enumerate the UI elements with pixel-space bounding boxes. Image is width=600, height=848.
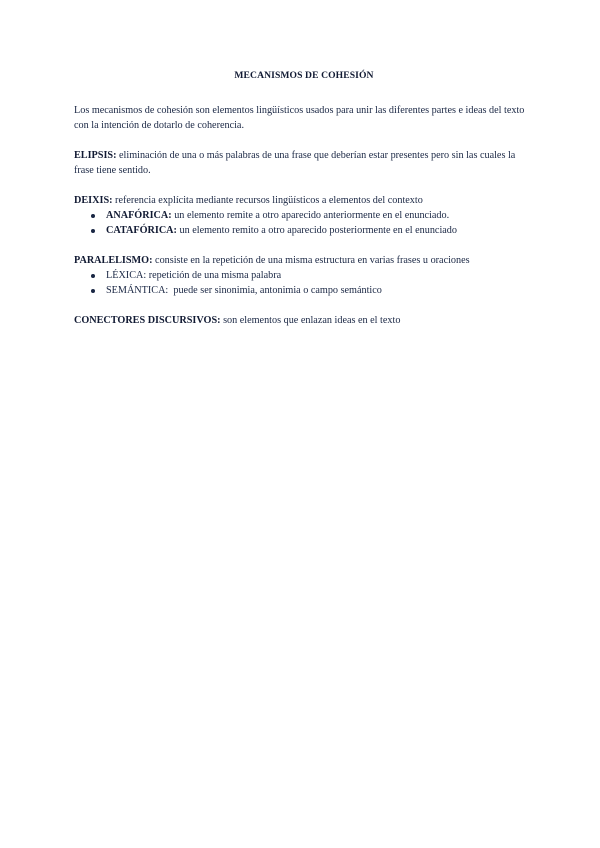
list-item-anaforica	[74, 208, 534, 223]
deixis-definition: referencia explícita mediante recursos lingüísticos a elementos del contexto	[112, 195, 423, 206]
semantica-text: puede ser sinonimia, antonimia o campo semántico	[168, 285, 382, 296]
anaforica-label: ANAFÓRICA:	[106, 210, 172, 221]
semantica-label: SEMÁNTICA:	[106, 285, 169, 296]
elipsis-term: ELIPSIS:	[74, 150, 117, 161]
elipsis-paragraph	[74, 148, 534, 178]
paralelismo-list	[74, 268, 534, 298]
lexica-label: LÉXICA:	[106, 270, 147, 281]
deixis-paragraph	[74, 193, 534, 208]
cataforica-label: CATAFÓRICA:	[106, 225, 177, 236]
conectores-paragraph	[74, 313, 534, 328]
elipsis-definition: eliminación de una o más palabras de una frase que deberían estar presentes pero sin las cuales la frase tiene sentido.	[74, 150, 516, 176]
lexica-text: repetición de una misma palabra	[146, 270, 282, 281]
conectores-definition: son elementos que enlazan ideas en el texto	[220, 315, 401, 326]
paralelismo-paragraph	[74, 253, 534, 268]
paralelismo-term: PARALELISMO:	[74, 255, 153, 266]
document-page	[74, 68, 534, 343]
list-item-semantica	[74, 283, 534, 298]
intro-paragraph: Los mecanismos de cohesión son elementos lingüísticos usados para unir las diferentes partes e ideas del texto con la intención de dotarlo de coherencia.	[74, 105, 525, 131]
anaforica-text: un elemento remite a otro aparecido anteriormente en el enunciado.	[171, 210, 450, 221]
cataforica-text: un elemento remito a otro aparecido posteriormente en el enunciado	[176, 225, 457, 236]
conectores-term: CONECTORES DISCURSIVOS:	[74, 315, 221, 326]
paralelismo-definition: consiste en la repetición de una misma estructura en varias frases u oraciones	[152, 255, 470, 266]
deixis-term: DEIXIS:	[74, 195, 113, 206]
deixis-list	[74, 208, 534, 238]
page-title: MECANISMOS DE COHESIÓN	[234, 70, 374, 81]
list-item-cataforica	[74, 223, 534, 238]
list-item-lexica	[74, 268, 534, 283]
